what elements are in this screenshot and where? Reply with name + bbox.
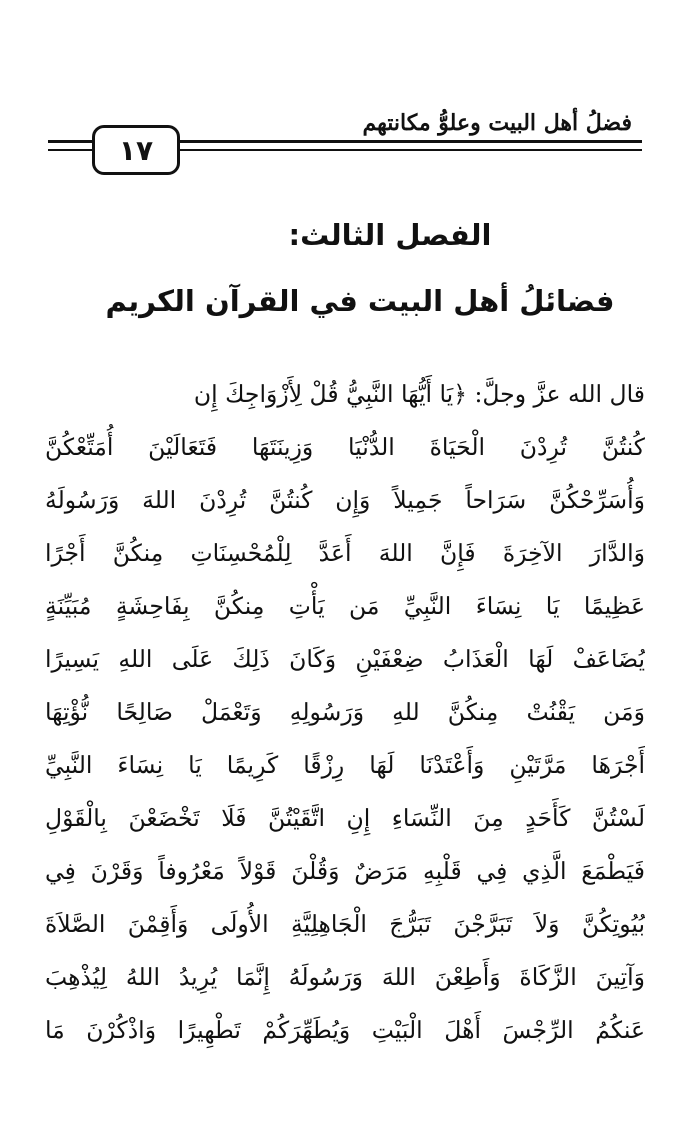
body-line: يُضَاعَفْ لَهَا الْعَذَابُ ضِعْفَيْنِ وَكَانَ ذَلِكَ عَلَى اللهِ يَسِيرًا [45, 645, 645, 673]
running-header-title: فضلُ أهل البيت وعلوُّ مكانتهم [362, 110, 632, 136]
body-line: عَنكُمُ الرِّجْسَ أَهْلَ الْبَيْتِ وَيُطَهِّرَكُمْ تَطْهِيرًا وَاذْكُرْنَ مَا [45, 1016, 645, 1044]
body-line: وَأُسَرِّحْكُنَّ سَرَاحاً جَمِيلاً وَإِن كُنتُنَّ تُرِدْنَ اللهَ وَرَسُولَهُ [45, 486, 645, 514]
page-number: ١٧ [118, 133, 154, 167]
chapter-title: الفصل الثالث: [288, 218, 492, 252]
body-line: لَسْتُنَّ كَأَحَدٍ مِنَ النِّسَاءِ إِنِ اتَّقَيْتُنَّ فَلَا تَخْضَعْنَ بِالْقَوْلِ [45, 804, 645, 832]
body-line: وَآتِينَ الزَّكَاةَ وَأَطِعْنَ اللهَ وَرَسُولَهُ إِنَّمَا يُرِيدُ اللهُ لِيُذْهِبَ [45, 963, 645, 991]
body-line: عَظِيمًا يَا نِسَاءَ النَّبِيِّ مَن يَأْتِ مِنكُنَّ بِفَاحِشَةٍ مُبَيِّنَةٍ [45, 592, 645, 620]
body-line: فَيَطْمَعَ الَّذِي فِي قَلْبِهِ مَرَضٌ وَقُلْنَ قَوْلاً مَعْرُوفاً وَقَرْنَ فِي [45, 857, 645, 885]
body-line: أَجْرَهَا مَرَّتَيْنِ وَأَعْتَدْنَا لَهَا رِزْقًا كَرِيمًا يَا نِسَاءَ النَّبِيِّ [45, 751, 645, 779]
page-number-box [92, 125, 180, 175]
section-title: فضائلُ أهل البيت في القرآن الكريم [105, 284, 615, 318]
body-line: قال الله عزَّ وجلَّ: ﴿يَا أَيُّهَا النَّبِيُّ قُلْ لِأَزْوَاجِكَ إِن [193, 380, 645, 408]
body-line: بُيُوتِكُنَّ وَلاَ تَبَرَّجْنَ تَبَرُّجَ الْجَاهِلِيَّةِ الأُولَى وَأَقِمْنَ الصَّلاَةَ [45, 910, 645, 938]
body-text [45, 368, 645, 1057]
body-line: وَمَن يَقْنُتْ مِنكُنَّ للهِ وَرَسُولِهِ وَتَعْمَلْ صَالِحًا نُّؤْتِهَا [45, 698, 645, 726]
body-line: وَالدَّارَ الآخِرَةَ فَإِنَّ اللهَ أَعَدَّ لِلْمُحْسِنَاتِ مِنكُنَّ أَجْرًا [45, 539, 645, 567]
body-line: كُنتُنَّ تُرِدْنَ الْحَيَاةَ الدُّنْيَا وَزِينَتَهَا فَتَعَالَيْنَ أُمَتِّعْكُنَّ [45, 433, 645, 461]
